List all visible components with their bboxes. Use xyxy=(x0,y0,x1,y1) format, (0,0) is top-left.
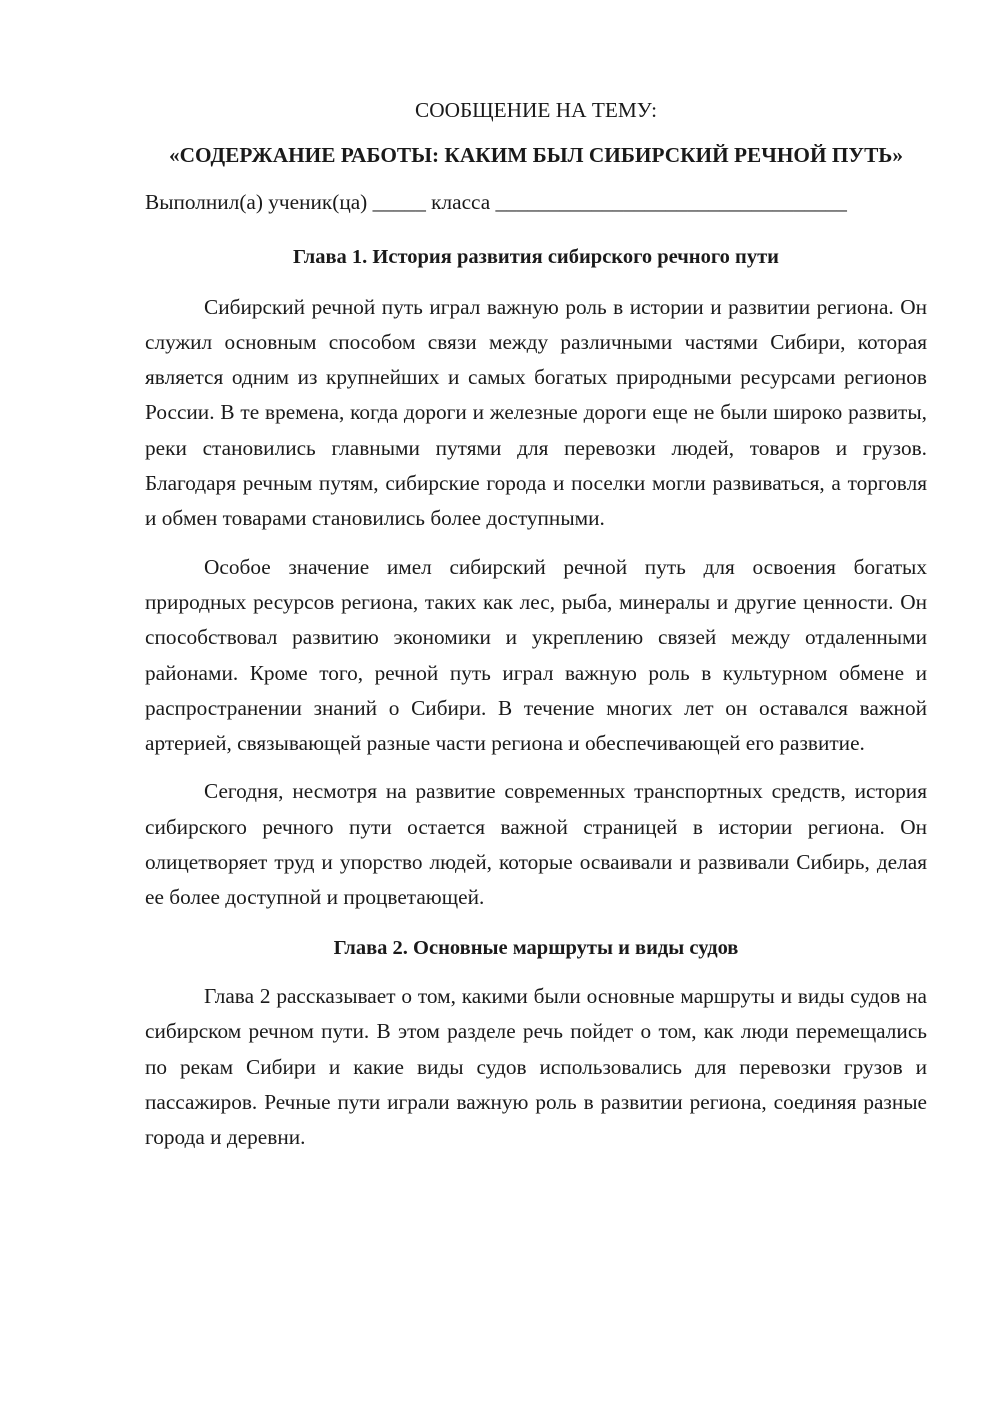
author-line: Выполнил(а) ученик(ца) _____ класса _________________________________ xyxy=(145,190,847,214)
chapter1-paragraph-2: Особое значение имел сибирский речной путь для освоения богатых природных ресурсов региона, таких как лес, рыба, минералы и другие ценности. Он способствовал развитию экономики и укреплению связей между отдаленными районами. Кроме того, речной путь играл важную роль в культурном обмене и распространении знаний о Сибири. В течение многих лет он оставался важной артерией, связывающей разные части региона и обеспечивающей его развитие. xyxy=(145,554,927,756)
chapter2-heading: Глава 2. Основные маршруты и виды судов xyxy=(333,936,739,959)
document-subtitle: СООБЩЕНИЕ НА ТЕМУ: xyxy=(414,98,657,122)
chapter1-paragraph-1: Сибирский речной путь играл важную роль в истории и развитии региона. Он служил основным способом связи между различными частями Сибири, которая является одним из крупнейших и самых богатых природными ресурсами регионов России. В те времена, когда дороги и железные дороги еще не были широко развиты, реки становились главными путями для перевозки людей, товаров и грузов. Благодаря речным путям, сибирские города и поселки могли развиваться, а торговля и обмен товарами становились более доступными. xyxy=(145,294,927,531)
chapter1-paragraph-3: Сегодня, несмотря на развитие современных транспортных средств, история сибирского речного пути остается важной страницей в истории региона. Он олицетворяет труд и упорство людей, которые осваивали и развивали Сибирь, делая ее более доступной и процветающей. xyxy=(145,779,927,910)
chapter2-paragraph-1: Глава 2 рассказывает о том, какими были основные маршруты и виды судов на сибирском речном пути. В этом разделе речь пойдет о том, как люди перемещались по рекам Сибири и какие виды судов использовались для перевозки грузов и пассажиров. Речные пути играли важную роль в развитии региона, соединяя разные города и деревни. xyxy=(145,983,927,1150)
document-title: «СОДЕРЖАНИЕ РАБОТЫ: КАКИМ БЫЛ СИБИРСКИЙ РЕЧНОЙ ПУТЬ» xyxy=(168,143,903,167)
document-page xyxy=(145,95,927,1155)
chapter1-heading: Глава 1. История развития сибирского речного пути xyxy=(293,246,779,269)
